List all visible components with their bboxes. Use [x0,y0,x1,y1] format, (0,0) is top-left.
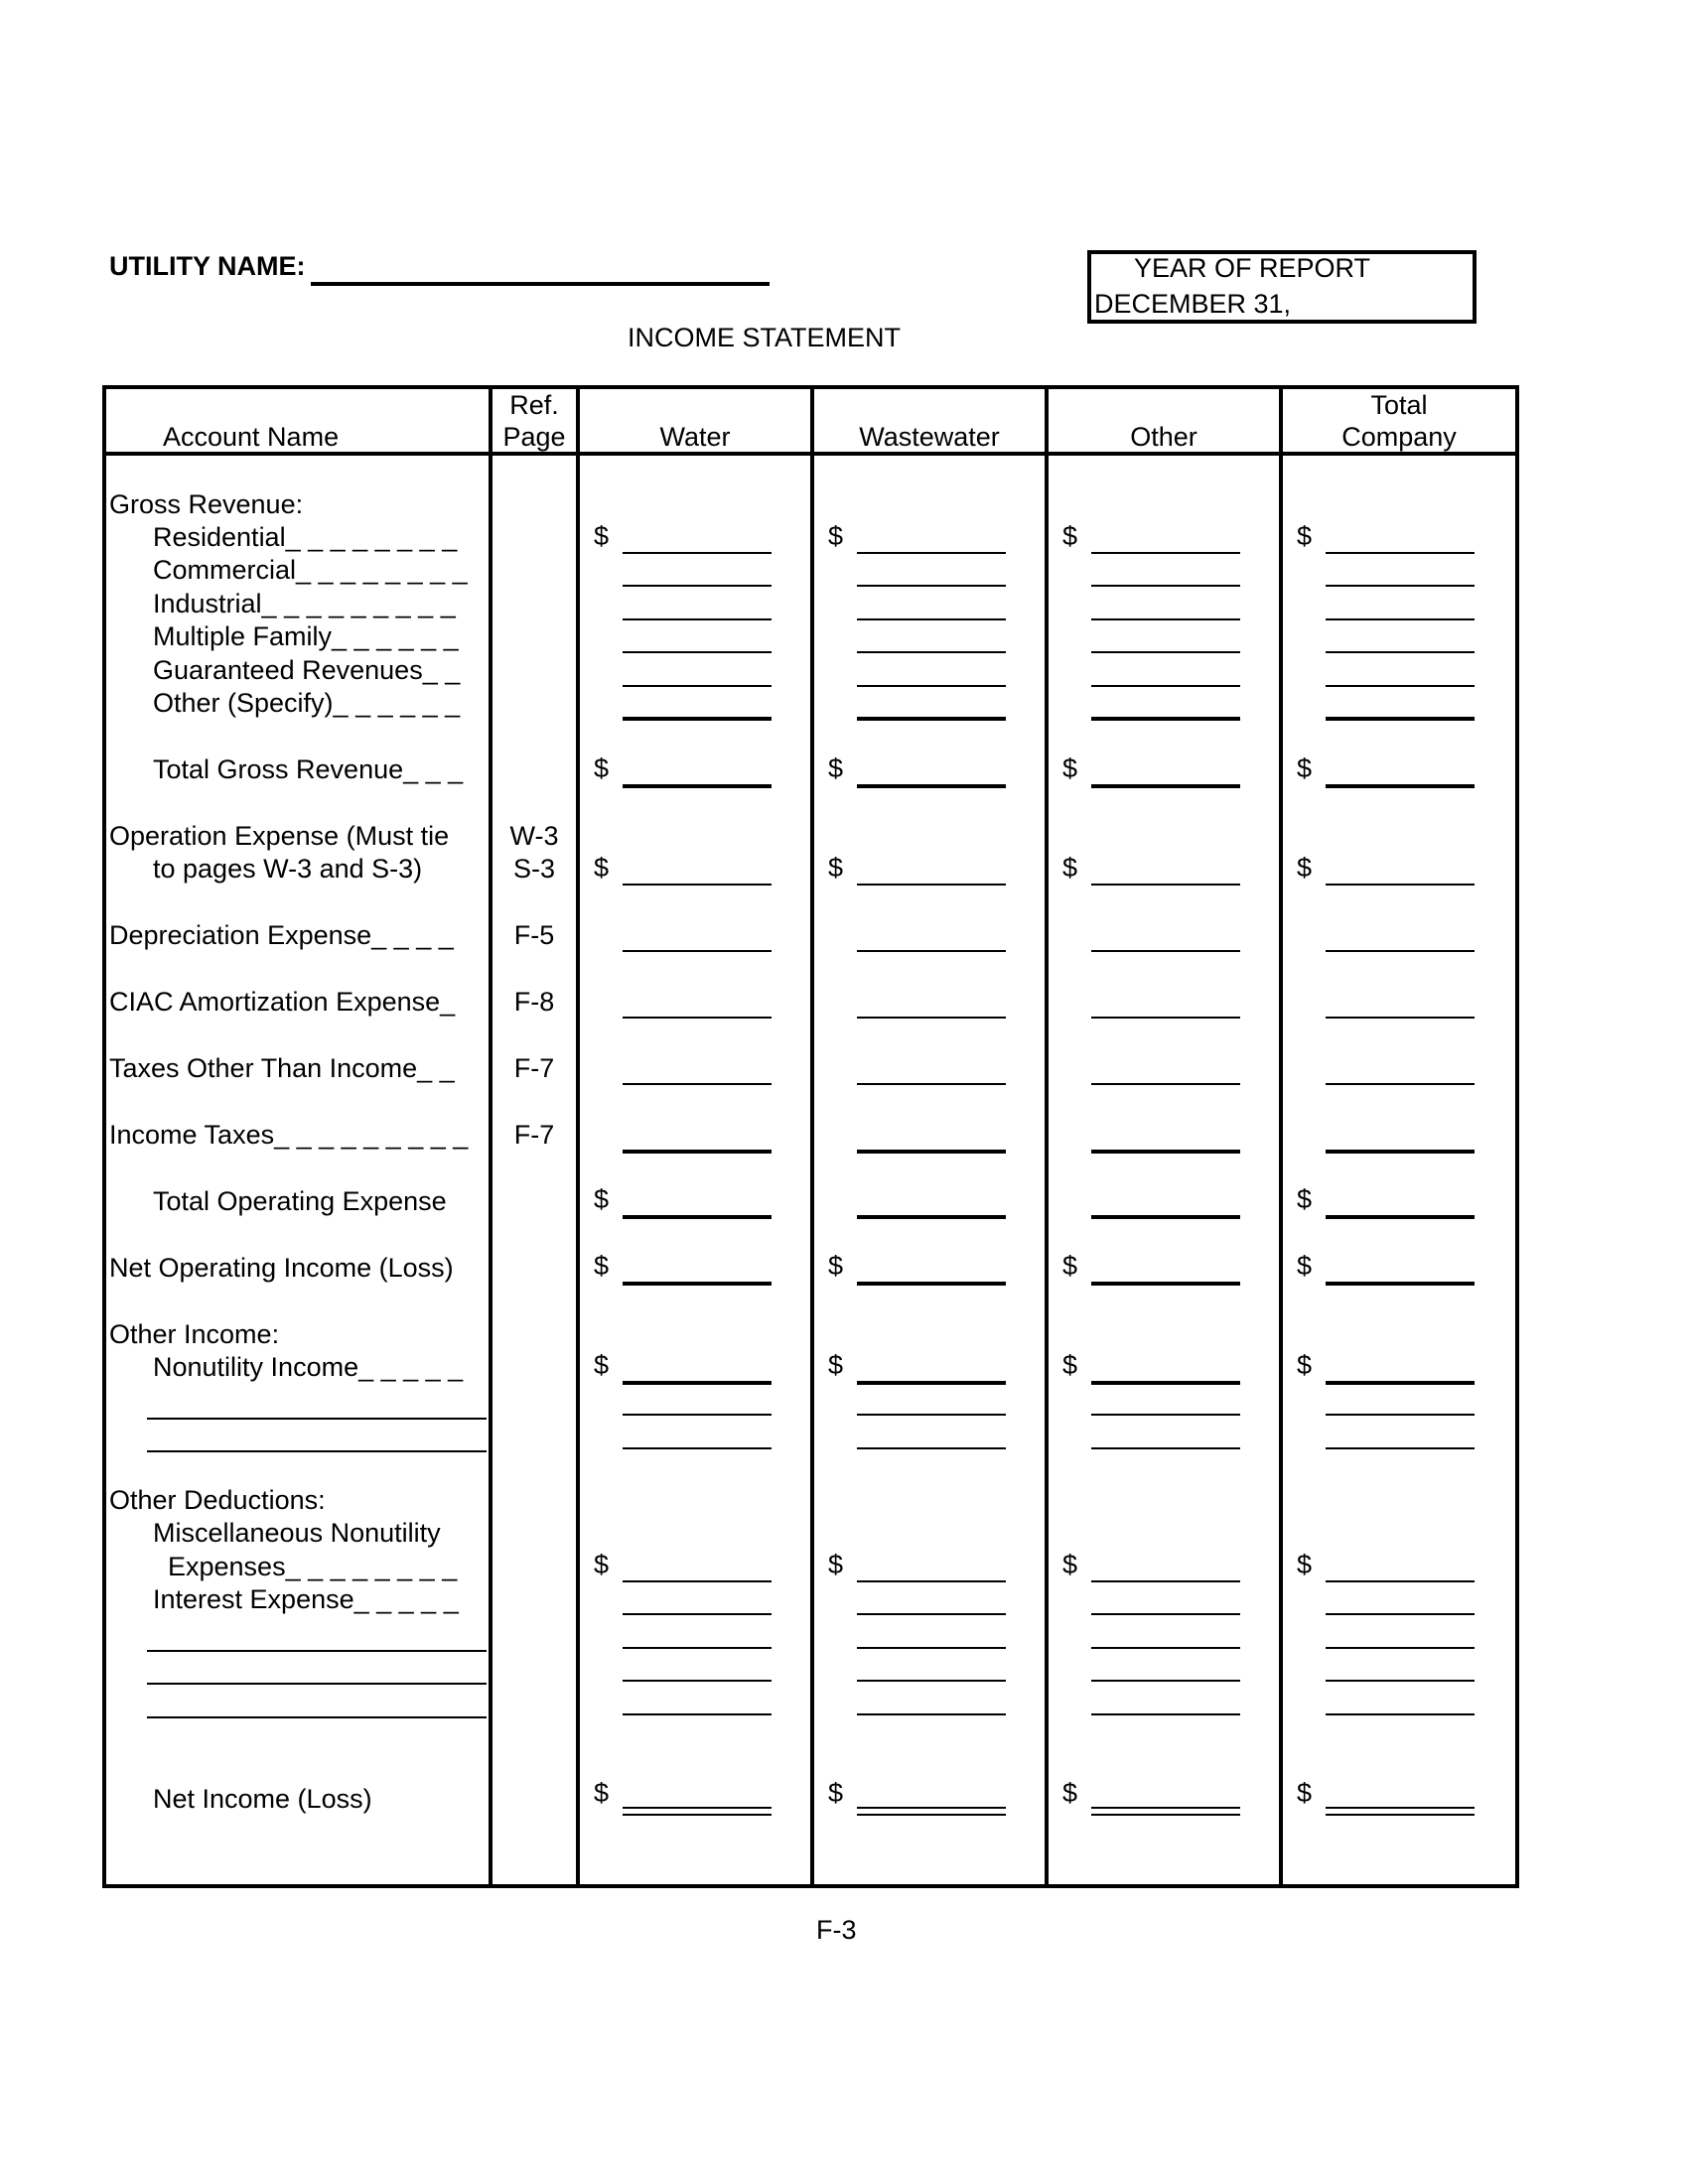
amount-entry-line[interactable] [857,1680,1006,1682]
amount-entry-line[interactable] [1091,1580,1240,1582]
row-label: Other Deductions: [109,1485,326,1515]
dollar-sign: $ [594,1550,610,1579]
amount-entry-line[interactable] [857,552,1006,554]
amount-entry-line[interactable] [1091,950,1240,952]
row-label: Nonutility Income_ _ _ _ _ [153,1352,464,1382]
amount-entry-line[interactable] [1091,1807,1240,1816]
amount-entry-line[interactable] [623,1083,772,1085]
ref-page: F-7 [513,1053,555,1083]
amount-entry-line[interactable] [1091,1414,1240,1416]
row-label: Other (Specify)_ _ _ _ _ _ [153,688,461,718]
amount-entry-line[interactable] [1326,784,1475,788]
dollar-sign: $ [828,1251,844,1281]
amount-entry-line[interactable] [623,717,772,721]
amount-entry-line[interactable] [1091,651,1240,653]
col-header-ref: Ref. [509,390,559,420]
amount-entry-line[interactable] [1091,1215,1240,1219]
dollar-sign: $ [1062,521,1078,551]
amount-entry-line[interactable] [623,552,772,554]
amount-entry-line[interactable] [1326,1580,1475,1582]
amount-entry-line[interactable] [623,1447,772,1449]
year-of-report-label: YEAR OF REPORT [1134,253,1371,283]
amount-entry-line[interactable] [623,1215,772,1219]
amount-entry-line[interactable] [1091,717,1240,721]
dollar-sign: $ [594,1251,610,1281]
ref-page: F-8 [513,987,555,1017]
amount-entry-line[interactable] [1326,685,1475,687]
amount-entry-line[interactable] [623,585,772,587]
ref-page: S-3 [512,854,556,884]
row-label: Miscellaneous Nonutility [153,1518,441,1548]
column-divider [810,385,814,1888]
row-label: Commercial_ _ _ _ _ _ _ _ [153,555,468,585]
amount-entry-line[interactable] [623,685,772,687]
amount-entry-line[interactable] [1326,1680,1475,1682]
col-header-page: Page [502,422,566,452]
amount-entry-line[interactable] [623,1282,772,1286]
dollar-sign: $ [1062,853,1078,883]
dollar-sign: $ [1297,1778,1313,1808]
row-label: Gross Revenue: [109,489,304,519]
amount-entry-line[interactable] [1091,1613,1240,1615]
amount-entry-line[interactable] [857,685,1006,687]
amount-entry-line[interactable] [857,1282,1006,1286]
account-write-in-line[interactable] [147,1418,487,1420]
amount-entry-line[interactable] [857,618,1006,620]
amount-entry-line[interactable] [1091,784,1240,788]
dollar-sign: $ [1297,1550,1313,1579]
account-write-in-line[interactable] [147,1450,487,1452]
amount-entry-line[interactable] [1326,1215,1475,1219]
amount-entry-line[interactable] [1326,1381,1475,1385]
utility-name-field[interactable] [311,282,770,286]
amount-entry-line[interactable] [1326,651,1475,653]
amount-entry-line[interactable] [623,884,772,886]
amount-entry-line[interactable] [623,1414,772,1416]
amount-entry-line[interactable] [1091,884,1240,886]
amount-entry-line[interactable] [623,950,772,952]
row-label: Operation Expense (Must tie [109,821,450,851]
account-write-in-line[interactable] [147,1683,487,1685]
amount-entry-line[interactable] [1091,1647,1240,1649]
col-header-water: Water [659,422,731,452]
amount-entry-line[interactable] [857,585,1006,587]
amount-entry-line[interactable] [857,784,1006,788]
amount-entry-line[interactable] [1091,1447,1240,1449]
amount-entry-line[interactable] [623,1680,772,1682]
amount-entry-line[interactable] [623,1381,772,1385]
row-label: Total Operating Expense [153,1186,447,1216]
amount-entry-line[interactable] [857,1017,1006,1019]
dollar-sign: $ [594,1350,610,1380]
column-divider [576,385,580,1888]
amount-entry-line[interactable] [1326,1713,1475,1715]
amount-entry-line[interactable] [857,1807,1006,1816]
row-label: Residential_ _ _ _ _ _ _ _ [153,522,458,552]
amount-entry-line[interactable] [623,651,772,653]
row-label: Industrial_ _ _ _ _ _ _ _ _ [153,589,456,618]
amount-entry-line[interactable] [857,717,1006,721]
dollar-sign: $ [594,1184,610,1214]
amount-entry-line[interactable] [623,1017,772,1019]
amount-entry-line[interactable] [1326,950,1475,952]
dollar-sign: $ [1062,1251,1078,1281]
amount-entry-line[interactable] [1091,552,1240,554]
column-divider [1279,385,1283,1888]
amount-entry-line[interactable] [623,1647,772,1649]
amount-entry-line[interactable] [1091,1017,1240,1019]
amount-entry-line[interactable] [1326,1414,1475,1416]
dollar-sign: $ [828,1550,844,1579]
row-label: to pages W-3 and S-3) [153,854,423,884]
amount-entry-line[interactable] [1091,618,1240,620]
amount-entry-line[interactable] [857,651,1006,653]
ref-page: F-5 [513,920,555,950]
row-label: Net Operating Income (Loss) [109,1253,454,1283]
amount-entry-line[interactable] [1091,685,1240,687]
col-header-company: Company [1341,422,1457,452]
row-label: Depreciation Expense_ _ _ _ [109,920,454,950]
amount-entry-line[interactable] [623,784,772,788]
amount-entry-line[interactable] [623,618,772,620]
amount-entry-line[interactable] [857,1713,1006,1715]
amount-entry-line[interactable] [857,1381,1006,1385]
dollar-sign: $ [1297,853,1313,883]
amount-entry-line[interactable] [857,1447,1006,1449]
amount-entry-line[interactable] [1091,1083,1240,1085]
dollar-sign: $ [1297,1350,1313,1380]
dollar-sign: $ [1297,753,1313,783]
row-label: Income Taxes_ _ _ _ _ _ _ _ _ [109,1120,469,1150]
amount-entry-line[interactable] [623,1150,772,1154]
amount-entry-line[interactable] [1326,1017,1475,1019]
row-label: Other Income: [109,1319,280,1349]
amount-entry-line[interactable] [1091,1713,1240,1715]
amount-entry-line[interactable] [857,1580,1006,1582]
amount-entry-line[interactable] [857,884,1006,886]
utility-name-label: UTILITY NAME: [109,251,306,281]
amount-entry-line[interactable] [857,1613,1006,1615]
amount-entry-line[interactable] [623,1580,772,1582]
dollar-sign: $ [1062,753,1078,783]
amount-entry-line[interactable] [623,1713,772,1715]
form-title: INCOME STATEMENT [628,323,901,352]
amount-entry-line[interactable] [857,1215,1006,1219]
amount-entry-line[interactable] [1326,1807,1475,1816]
dollar-sign: $ [828,521,844,551]
dollar-sign: $ [594,853,610,883]
dollar-sign: $ [1297,1184,1313,1214]
col-header-account-name: Account Name [163,422,340,452]
row-label: Total Gross Revenue_ _ _ [153,754,464,784]
amount-entry-line[interactable] [1326,1083,1475,1085]
dollar-sign: $ [1297,521,1313,551]
col-header-total: Total [1370,390,1428,420]
amount-entry-line[interactable] [1326,552,1475,554]
dollar-sign: $ [828,1350,844,1380]
dollar-sign: $ [594,521,610,551]
row-label: Multiple Family_ _ _ _ _ _ [153,621,459,651]
amount-entry-line[interactable] [1091,1150,1240,1154]
amount-entry-line[interactable] [857,1647,1006,1649]
dollar-sign: $ [594,1778,610,1808]
amount-entry-line[interactable] [1091,1381,1240,1385]
amount-entry-line[interactable] [1326,1150,1475,1154]
dollar-sign: $ [1062,1778,1078,1808]
amount-entry-line[interactable] [1091,1282,1240,1286]
amount-entry-line[interactable] [1326,1647,1475,1649]
amount-entry-line[interactable] [1091,1680,1240,1682]
amount-entry-line[interactable] [623,1613,772,1615]
row-label: Guaranteed Revenues_ _ [153,655,461,685]
amount-entry-line[interactable] [1326,884,1475,886]
account-write-in-line[interactable] [147,1716,487,1718]
ref-page: W-3 [509,821,559,851]
ref-page: F-7 [513,1120,555,1150]
dollar-sign: $ [594,753,610,783]
december-label: DECEMBER 31, [1094,289,1292,319]
row-label: Taxes Other Than Income_ _ [109,1053,455,1083]
col-header-other: Other [1130,422,1197,452]
row-label: Expenses_ _ _ _ _ _ _ _ [168,1552,458,1581]
amount-entry-line[interactable] [623,1807,772,1816]
amount-entry-line[interactable] [1091,585,1240,587]
row-label: Interest Expense_ _ _ _ _ [153,1584,459,1614]
amount-entry-line[interactable] [1326,1613,1475,1615]
dollar-sign: $ [1062,1550,1078,1579]
amount-entry-line[interactable] [857,950,1006,952]
col-header-wastewater: Wastewater [859,422,1000,452]
amount-entry-line[interactable] [1326,1447,1475,1449]
dollar-sign: $ [828,853,844,883]
dollar-sign: $ [828,753,844,783]
amount-entry-line[interactable] [1326,585,1475,587]
amount-entry-line[interactable] [1326,618,1475,620]
amount-entry-line[interactable] [857,1083,1006,1085]
amount-entry-line[interactable] [1326,717,1475,721]
amount-entry-line[interactable] [857,1414,1006,1416]
dollar-sign: $ [828,1778,844,1808]
page-number: F-3 [816,1915,857,1945]
amount-entry-line[interactable] [857,1150,1006,1154]
dollar-sign: $ [1062,1350,1078,1380]
dollar-sign: $ [1297,1251,1313,1281]
account-write-in-line[interactable] [147,1650,487,1652]
amount-entry-line[interactable] [1326,1282,1475,1286]
row-label: CIAC Amortization Expense_ [109,987,456,1017]
row-label: Net Income (Loss) [153,1784,372,1814]
column-divider [1045,385,1049,1888]
